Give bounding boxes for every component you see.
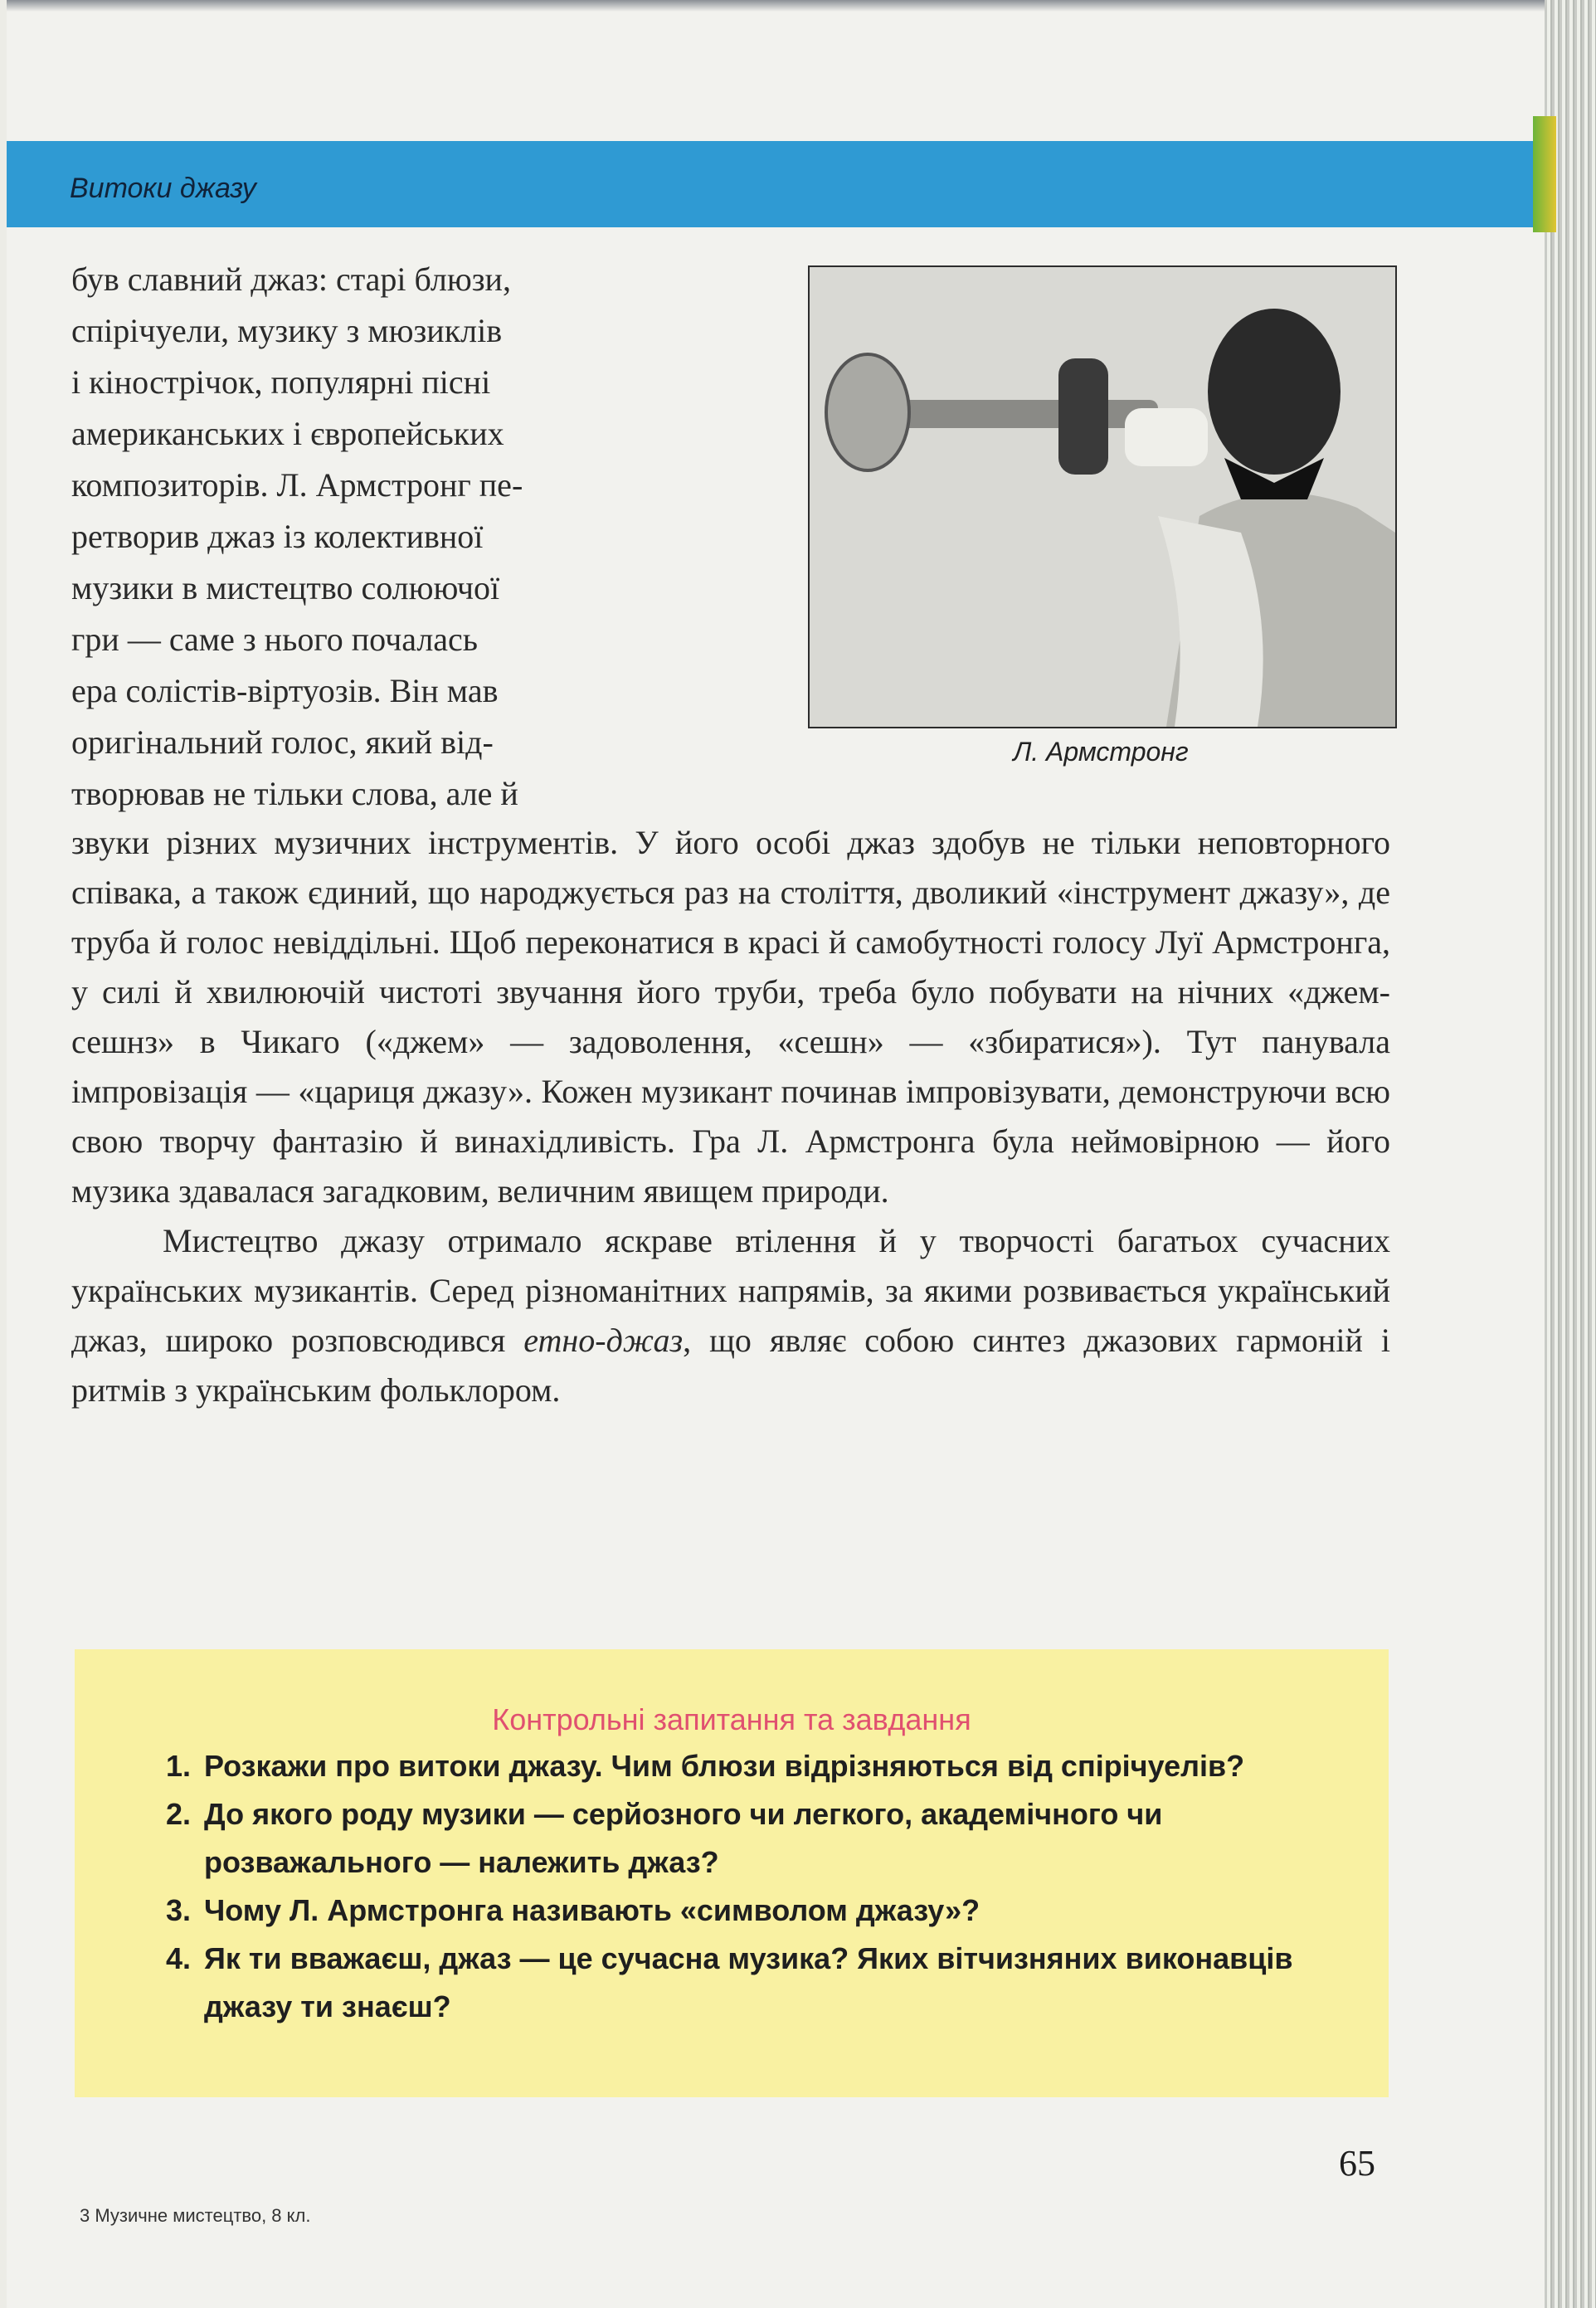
questions-list [166,1742,1352,2031]
photo-caption: Л. Армстронг [1013,737,1189,767]
intro-line: музики в мистецтво солюючої [71,569,500,606]
questions-box [75,1649,1389,2097]
intro-text [71,254,760,820]
section-title: Витоки джазу [70,173,256,204]
page-top-shadow [7,0,1551,12]
book-page-edges [1545,0,1596,2308]
question-item [166,1790,1352,1887]
book-page [7,0,1551,2308]
intro-line: спірічуели, музику з мюзиклів [71,312,503,349]
intro-line: і кінострічок, популярні пісні [71,363,491,401]
question-number: 3. [166,1893,192,1927]
question-text: Як ти вважаєш, джаз — це сучасна музика? Яких вітчизняних виконавців джазу ти знаєш? [204,1941,1293,2023]
main-text [71,818,1390,1415]
section-header-band [7,141,1545,227]
book-edge-tab [1533,116,1556,232]
question-number: 2. [166,1797,192,1831]
armstrong-photo [808,265,1397,728]
question-text: Чому Л. Армстронга називають «символом джазу»? [204,1893,980,1927]
intro-line: творював не тільки слова, але й [71,775,518,812]
intro-line: композиторів. Л. Армстронг пе- [71,466,523,504]
question-number: 1. [166,1749,192,1783]
etno-jazz-term: етно-джаз [523,1322,684,1359]
paragraph-1: звуки різних музичних інструментів. У його особі джаз здобув не тільки неповторного співака, а також єдиний, що народжується раз на століття, дволикий «інструмент джазу», де труба й голос невіддільні. Щоб переконатися в красі й самобутності голосу Луї Армстронга, у силі й хвилюючій чистоті звучання його труби, треба було побувати на нічних «джем-сешнз» в Чикаго («джем» — задоволення, «сешн» — «збиратися»). Тут панувала імпровізація — «цариця джазу». Кожен музикант починав імпровізувати, демонструючи всю свою творчу фантазію й винахідливість. Гра Л. Армстронга була неймовірною — його музика здавалася загадковим, величним явищем природи. [71,824,1390,1210]
question-number: 4. [166,1941,192,1975]
intro-line: був славний джаз: старі блюзи, [71,261,511,298]
trumpet-player-illustration [810,267,1395,727]
paragraph-2-start: Мистецтво джазу отримало яскраве втілення й у творчості багатьох сучасних українських музикантів. Серед різноманітних напрямів, за якими розвивається український джаз, широко розповсюдився [71,1222,1390,1359]
question-item [166,1935,1352,2031]
questions-title: Контрольні запитання та завдання [492,1702,971,1736]
paragraph-2-end: , що являє собою синтез джазових гармоній і ритмів з українським фольклором. [71,1322,1391,1409]
page-number: 65 [1339,2143,1375,2184]
intro-line: оригінальний голос, який від- [71,723,494,761]
question-item [166,1887,1352,1935]
question-text: Розкажи про витоки джазу. Чим блюзи відрізняються від спірічуелів? [204,1749,1245,1783]
intro-line: ера солістів-віртуозів. Він мав [71,672,499,709]
question-item [166,1742,1352,1790]
paragraph-2 [71,1216,1390,1415]
footer-note: 3 Музичне мистецтво, 8 кл. [80,2205,311,2226]
intro-line: ретворив джаз із колективної [71,518,484,555]
question-text: До якого роду музики — серйозного чи легкого, академічного чи розважального — належить джаз? [204,1797,1163,1879]
intro-line: американських і європейських [71,415,504,452]
intro-line: гри — саме з нього почалась [71,621,479,658]
